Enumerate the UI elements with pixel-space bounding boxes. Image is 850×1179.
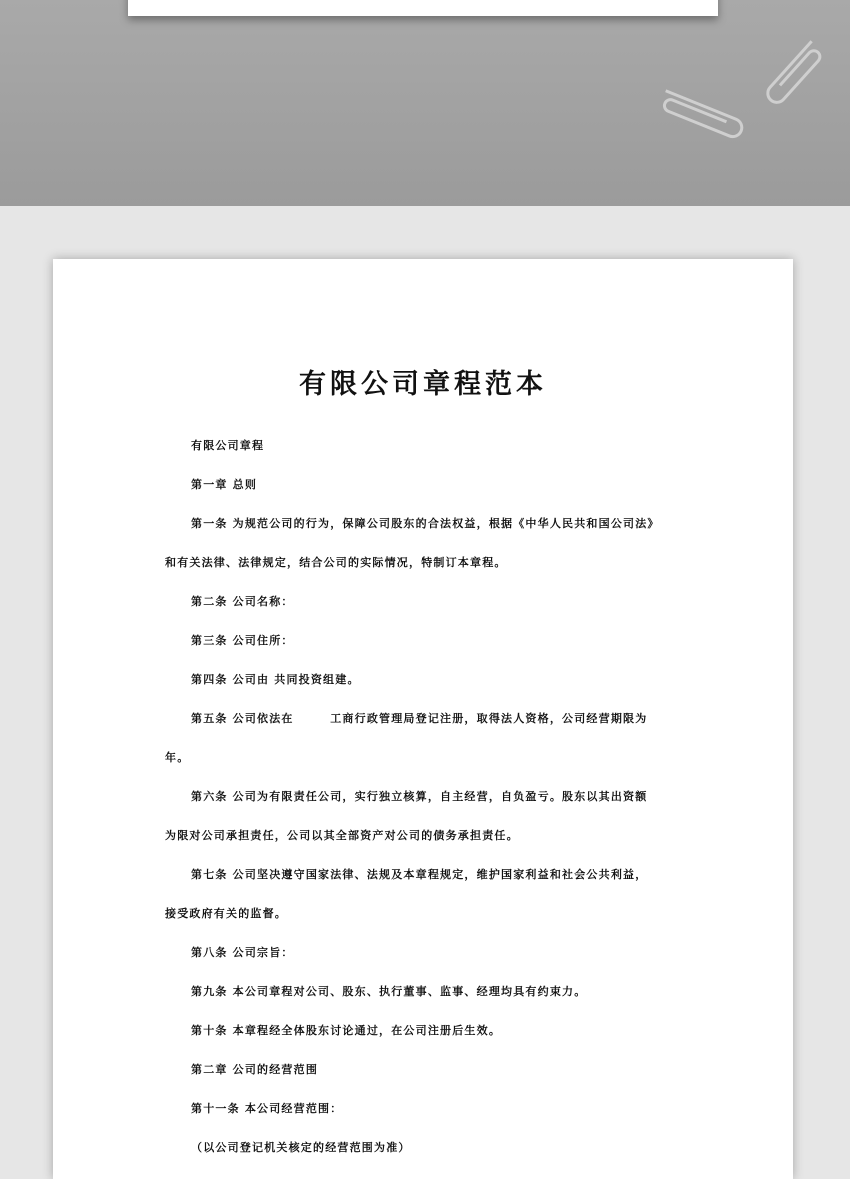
doc-line: 第一条 为规范公司的行为，保障公司股东的合法权益，根据《中华人民共和国公司法》 [191,517,660,530]
doc-line: 有限公司章程 [191,439,265,452]
doc-line: 为限对公司承担责任，公司以其全部资产对公司的债务承担责任。 [165,829,519,842]
doc-line: 接受政府有关的监督。 [165,907,287,920]
doc-line: 和有关法律、法律规定，结合公司的实际情况，特制订本章程。 [165,556,507,569]
paperclip-icon [752,26,832,118]
document-page [53,259,793,1179]
top-document-sheet [128,0,718,16]
doc-line: 第四条 公司由 共同投资组建。 [191,673,360,686]
doc-line: 第二条 公司名称： [191,595,294,608]
doc-line: 第二章 公司的经营范围 [191,1063,319,1076]
doc-line: 第九条 本公司章程对公司、股东、执行董事、监事、经理均具有约束力。 [191,985,587,998]
doc-line: （以公司登记机关核定的经营范围为准） [191,1141,411,1154]
doc-line: 第八条 公司宗旨： [191,946,294,959]
doc-line: 第十一条 本公司经营范围： [191,1102,343,1115]
doc-line: 第五条 公司依法在 工商行政管理局登记注册，取得法人资格，公司经营期限为 [191,712,648,725]
background-header-band [0,0,850,206]
doc-line: 第三条 公司住所： [191,634,294,647]
doc-line: 第一章 总则 [191,478,258,491]
doc-line: 第七条 公司坚决遵守国家法律、法规及本章程规定，维护国家利益和社会公共利益， [191,868,648,881]
doc-line: 年。 [165,751,190,764]
doc-line: 第十条 本章程经全体股东讨论通过，在公司注册后生效。 [191,1024,502,1037]
doc-line: 第六条 公司为有限责任公司，实行独立核算，自主经营，自负盈亏。股东以其出资额 [191,790,648,803]
document-title: 有限公司章程范本 [299,369,547,400]
paperclip-icon [648,78,756,148]
